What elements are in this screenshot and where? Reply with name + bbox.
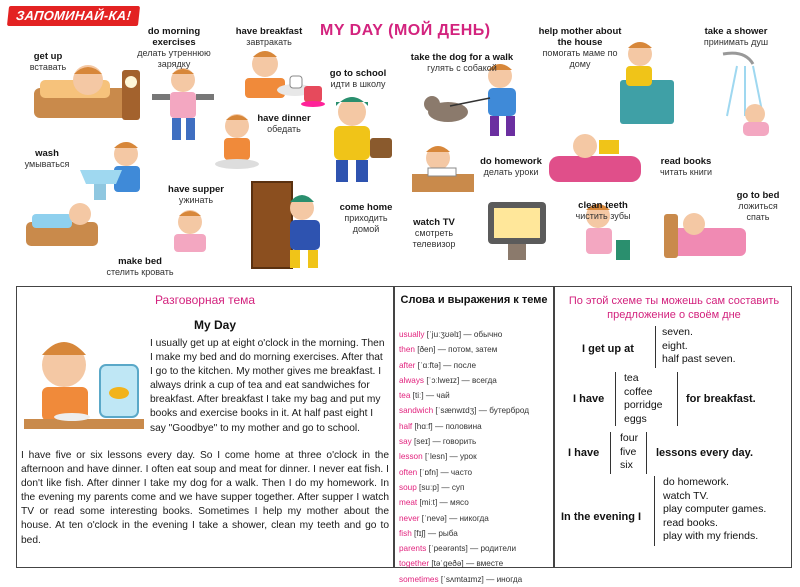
breakfast-illustration — [24, 335, 146, 447]
vocab-item: usually [ˈjuːʒʊəlɪ] — обычно — [399, 330, 503, 339]
activity-label-wash: wash умываться — [24, 148, 70, 169]
scheme-row-2-lead: I have — [573, 393, 605, 405]
vocab-item: tea [tiː] — чай — [399, 391, 450, 401]
remember-badge: ЗАПОМИНАЙ-КА! — [7, 6, 140, 26]
vocab-item: fish [fɪʃ] — рыба — [399, 528, 458, 538]
scheme-row-3-lead: I have — [568, 447, 600, 459]
vocabulary-heading: Слова и выражения к теме — [400, 294, 548, 306]
activity-label-have-breakfast: have breakfast завтракать — [235, 26, 303, 47]
activity-label-watch-tv: watch TV смотреть телевизор — [412, 217, 456, 249]
vocab-item: half [hɑːf] — половина — [399, 421, 482, 431]
activity-label-morning-exercises: do morning exercises делать утреннюю зарядку — [137, 26, 211, 69]
homework-illustration — [408, 142, 478, 200]
scheme-row-3-tail: lessons every day. — [656, 447, 754, 459]
vocabulary-list — [399, 327, 553, 587]
activity-label-help-mother: help mother about the house помогать маме по дому — [538, 26, 622, 69]
go-to-school-illustration — [318, 94, 398, 186]
vocab-item: meat [miːt] — мясо — [399, 498, 469, 508]
scheme-bracket — [654, 476, 655, 546]
activity-label-have-dinner: have dinner обедать — [257, 113, 311, 134]
scheme-row-4-options: do homework. watch TV. play computer games. read books. play with my friends. — [663, 476, 767, 542]
activity-label-clean-teeth: clean teeth чистить зубы — [575, 200, 631, 221]
scheme-row-2-options: tea coffee porridge eggs — [624, 372, 663, 425]
topic-heading: Разговорная тема — [154, 293, 256, 307]
activity-label-take-shower: take a shower принимать душ — [703, 26, 769, 47]
vocab-item: then [ðen] — потом, затем — [399, 345, 498, 355]
wash-illustration — [66, 140, 158, 202]
vocab-item: never [ˈnevə] — никогда — [399, 513, 489, 523]
activity-label-do-homework: do homework делать уроки — [480, 156, 542, 177]
vocab-item: sometimes [ˈsʌmtaɪmz] — иногда — [399, 574, 523, 584]
activity-label-get-up: get up вставать — [29, 51, 67, 72]
vocab-item: sandwich [ˈsænwɪdʒ] — бутерброд — [399, 406, 529, 416]
vocab-item: always [ˈɔːlweɪz] — всегда — [399, 375, 497, 385]
vocab-item: lesson [ˈlesn] — урок — [399, 452, 477, 462]
come-home-illustration — [250, 180, 330, 275]
activity-label-read-books: read books читать книги — [659, 156, 713, 177]
activity-label-have-supper: have supper ужинать — [168, 184, 224, 205]
make-bed-illustration — [22, 200, 102, 255]
activity-label-go-to-bed: go to bed ложиться спать — [736, 190, 780, 222]
scheme-row-1-lead: I get up at — [582, 343, 634, 355]
scheme-row-4-lead: In the evening I — [561, 511, 642, 523]
scheme-heading: По этой схеме ты можешь сам составить предложение о своём дне — [568, 295, 780, 321]
illustration-panel — [0, 0, 800, 286]
have-supper-illustration — [160, 208, 220, 258]
activity-label-make-bed: make bed стелить кровать — [106, 256, 174, 277]
vocab-item: together [təˈgeðə] — вместе — [399, 559, 504, 569]
read-books-illustration — [545, 122, 645, 190]
vocab-item: after [ˈɑːftə] — после — [399, 360, 477, 370]
watch-tv-illustration — [470, 196, 560, 268]
scheme-row-2-tail: for breakfast. — [686, 393, 756, 405]
story-text-part-2: I have five or six lessons every day. So I come home at three o'clock in the afternoon and have dinner. I often eat soup and meat for dinner. I never eat fish. I don't like fish. After dinner I take my dog for a walk. Then I do my homework. In the evening my parents come and we have supper together. After supper I watch TV or read some interesting books. Sometimes I help my mother about the house. At ten o'clock in the evening I take a shower, clean my teeth and go to bed. — [21, 450, 389, 546]
vocab-item: say [seɪ] — говорить — [399, 437, 477, 447]
scheme-bracket — [677, 372, 678, 426]
story-text-part-1: I usually get up at eight o'clock in the morning. Then I make my bed and do morning exercises. After that I go to the kitchen. My mother gives me breakfast. I always drink a cup of tea and eat sandwiches for breakfast. After breakfast I take my bag and put my books and exercise books in it. At half past eight I say "Goodbye" to my mother and go to school. — [150, 338, 385, 434]
scheme-bracket — [610, 432, 611, 474]
activity-label-dog-walk: take the dog for a walk гулять с собакой — [410, 52, 514, 73]
column-divider — [553, 286, 555, 568]
scheme-bracket — [655, 326, 656, 368]
vocab-item: parents [ˈpeərənts] — родители — [399, 544, 517, 554]
scheme-bracket — [646, 432, 647, 474]
vocab-item: often [ˈɒfn] — часто — [399, 467, 473, 477]
page-title: MY DAY (МОЙ ДЕНЬ) — [320, 22, 491, 39]
shower-illustration — [715, 50, 787, 140]
activity-label-come-home: come home приходить домой — [339, 202, 393, 234]
morning-exercises-illustration — [150, 66, 216, 144]
scheme-row-3-options: four five six — [620, 432, 639, 471]
vocab-item: soup [suːp] — суп — [399, 482, 465, 492]
activity-label-go-to-school: go to school идти в школу — [329, 68, 387, 89]
story-title: My Day — [193, 318, 237, 332]
scheme-bracket — [615, 372, 616, 426]
scheme-row-1-options: seven. eight. half past seven. — [662, 326, 736, 365]
column-divider — [393, 286, 395, 568]
